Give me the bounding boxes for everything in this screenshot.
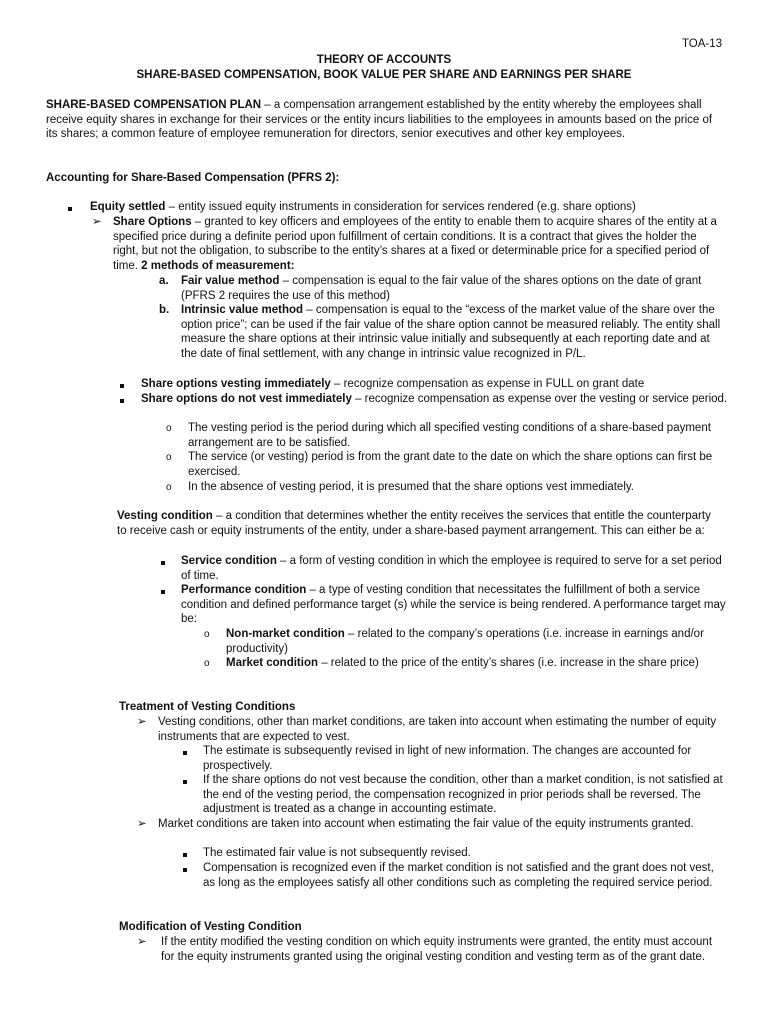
square-bullet-icon — [120, 393, 124, 408]
square-bullet-icon — [161, 584, 165, 599]
treatment-point-2-sub-1: The estimated fair value is not subsequently revised. — [203, 847, 471, 859]
share-options-text: – granted to key officers and employees of the entity to enable them to acquire shares of the entity at a specified price during a definite period upon fulfillment of certain conditions. It is a contract that gives the holder the right, but not the obligation, to subscribe to the entity’s shares at a fixed or determinable price for a specified period of time. — [113, 216, 717, 272]
share-options-item — [113, 215, 723, 273]
square-bullet-icon — [183, 847, 187, 862]
circle-bullet-icon: o — [166, 482, 172, 493]
vesting-bullet-2-term: Share options do not vest immediately — [141, 393, 352, 405]
treatment-point-1-sub-1: The estimate is subsequently revised in light of new information. The changes are accounted for prospectively. — [203, 745, 692, 772]
equity-settled-text: – entity issued equity instruments in consideration for services rendered (e.g. share options) — [165, 201, 636, 213]
vesting-condition-term: Vesting condition — [117, 510, 213, 522]
treatment-point-2: Market conditions are taken into account when estimating the fair value of the equity instruments granted. — [158, 818, 694, 830]
method-a-item — [181, 274, 726, 303]
market-condition-item — [226, 656, 721, 671]
share-options-term: Share Options — [113, 216, 192, 228]
equity-settled-term: Equity settled — [90, 201, 166, 213]
non-market-condition-item — [226, 627, 721, 656]
treatment-point-1: Vesting conditions, other than market conditions, are taken into account when estimating the number of equity instruments that are expected to vest. — [158, 716, 717, 743]
methods-label: 2 methods of measurement: — [141, 259, 295, 272]
service-condition-text: – a form of vesting condition in which the employee is required to serve for a set period of time. — [181, 555, 722, 582]
square-bullet-icon — [161, 555, 165, 570]
vesting-bullet-2 — [141, 392, 731, 407]
performance-condition-term: Performance condition — [181, 584, 307, 596]
square-bullet-icon — [183, 774, 187, 789]
arrow-bullet-icon: ➢ — [137, 716, 147, 728]
performance-condition-item — [181, 583, 726, 627]
treatment-point-1-sub-2: If the share options do not vest because the condition, other than a market condition, is not satisfied at the end of the vesting period, the compensation recognized in prior periods shall be reversed. The adjustment is treated as a change in accounting estimate. — [203, 774, 723, 816]
performance-condition-text: – a type of vesting condition that necessitates the fulfillment of both a service condition and defined performance target (s) while the service is being rendered. A performance target may be: — [181, 584, 726, 626]
circle-bullet-icon: o — [166, 452, 172, 463]
method-b-marker: b. — [159, 304, 170, 316]
square-bullet-icon — [68, 201, 72, 216]
method-a-text: – compensation is equal to the fair value of the shares options on the date of grant (PFRS 2 requires the use of this method) — [181, 275, 702, 302]
vesting-condition-paragraph — [117, 509, 722, 538]
non-market-condition-text: – related to the company’s operations (i.e. increase in earnings and/or productivity) — [226, 628, 704, 655]
circle-bullet-icon: o — [204, 658, 210, 669]
square-bullet-icon — [183, 745, 187, 760]
circle-bullet-icon: o — [166, 423, 172, 434]
vesting-condition-text: – a condition that determines whether the entity receives the services that entitle the counterparty to receive cash or equity instruments of the entity, under a share-based payment arrangement. This can either be a: — [117, 510, 711, 537]
modification-heading: Modification of Vesting Condition — [119, 921, 302, 933]
square-bullet-icon — [183, 862, 187, 877]
vesting-note-3: In the absence of vesting period, it is presumed that the share options vest immediately. — [188, 481, 634, 493]
service-condition-item — [181, 554, 726, 583]
treatment-heading: Treatment of Vesting Conditions — [119, 701, 296, 713]
document-subtitle: SHARE-BASED COMPENSATION, BOOK VALUE PER SHARE AND EARNINGS PER SHARE — [136, 69, 632, 81]
equity-settled-item — [90, 200, 730, 215]
section-heading: Accounting for Share-Based Compensation (PFRS 2): — [46, 172, 340, 184]
market-condition-term: Market condition — [226, 657, 319, 669]
arrow-bullet-icon: ➢ — [137, 818, 147, 830]
document-title: THEORY OF ACCOUNTS — [316, 54, 452, 66]
service-condition-term: Service condition — [181, 555, 277, 567]
method-a-term: Fair value method — [181, 275, 280, 287]
vesting-note-1: The vesting period is the period during which all specified vesting conditions of a share-based payment arrangement are to be satisfied. — [188, 422, 711, 449]
method-b-text: – compensation is equal to the “excess of the market value of the share over the option price”; can be used if the fair value of the share option cannot be measured reliably. The entity shall measure the share options at their intrinsic value initially and subsequently at each reporting date and at the date of final settlement, with any change in intrinsic value recognized in P/L. — [181, 304, 721, 360]
circle-bullet-icon: o — [204, 629, 210, 640]
method-b-item — [181, 303, 726, 361]
method-b-term: Intrinsic value method — [181, 304, 304, 316]
vesting-note-2: The service (or vesting) period is from the grant date to the date on which the share options can first be exercised. — [188, 451, 713, 478]
square-bullet-icon — [120, 378, 124, 393]
vesting-bullet-1-term: Share options vesting immediately — [141, 378, 331, 390]
modification-point: If the entity modified the vesting condition on which equity instruments were granted, the entity must account for the equity instruments granted using the original vesting condition and vesting term as of the grant date. — [161, 936, 713, 963]
vesting-bullet-1 — [141, 377, 731, 392]
intro-term: SHARE-BASED COMPENSATION PLAN — [46, 99, 262, 111]
intro-text: – a compensation arrangement established by the entity whereby the employees shall receive equity shares in exchange for their services or the entity incurs liabilities to the employees in amounts based on the price of its shares; a common feature of employee remuneration for directors, senior executives and other key employees. — [46, 99, 713, 141]
treatment-point-2-sub-2: Compensation is recognized even if the market condition is not satisfied and the grant does not vest, as long as the employees satisfy all other conditions such as completing the required service period. — [203, 862, 714, 889]
non-market-condition-term: Non-market condition — [226, 628, 345, 640]
document-code: TOA-13 — [681, 38, 722, 50]
vesting-bullet-1-text: – recognize compensation as expense in FULL on grant date — [330, 378, 645, 390]
market-condition-text: – related to the price of the entity’s shares (i.e. increase in the share price) — [318, 657, 699, 669]
vesting-bullet-2-text: – recognize compensation as expense over the vesting or service period. — [351, 393, 728, 405]
arrow-bullet-icon: ➢ — [92, 216, 102, 228]
intro-paragraph — [46, 98, 726, 142]
arrow-bullet-icon: ➢ — [137, 936, 147, 948]
method-a-marker: a. — [159, 275, 169, 287]
